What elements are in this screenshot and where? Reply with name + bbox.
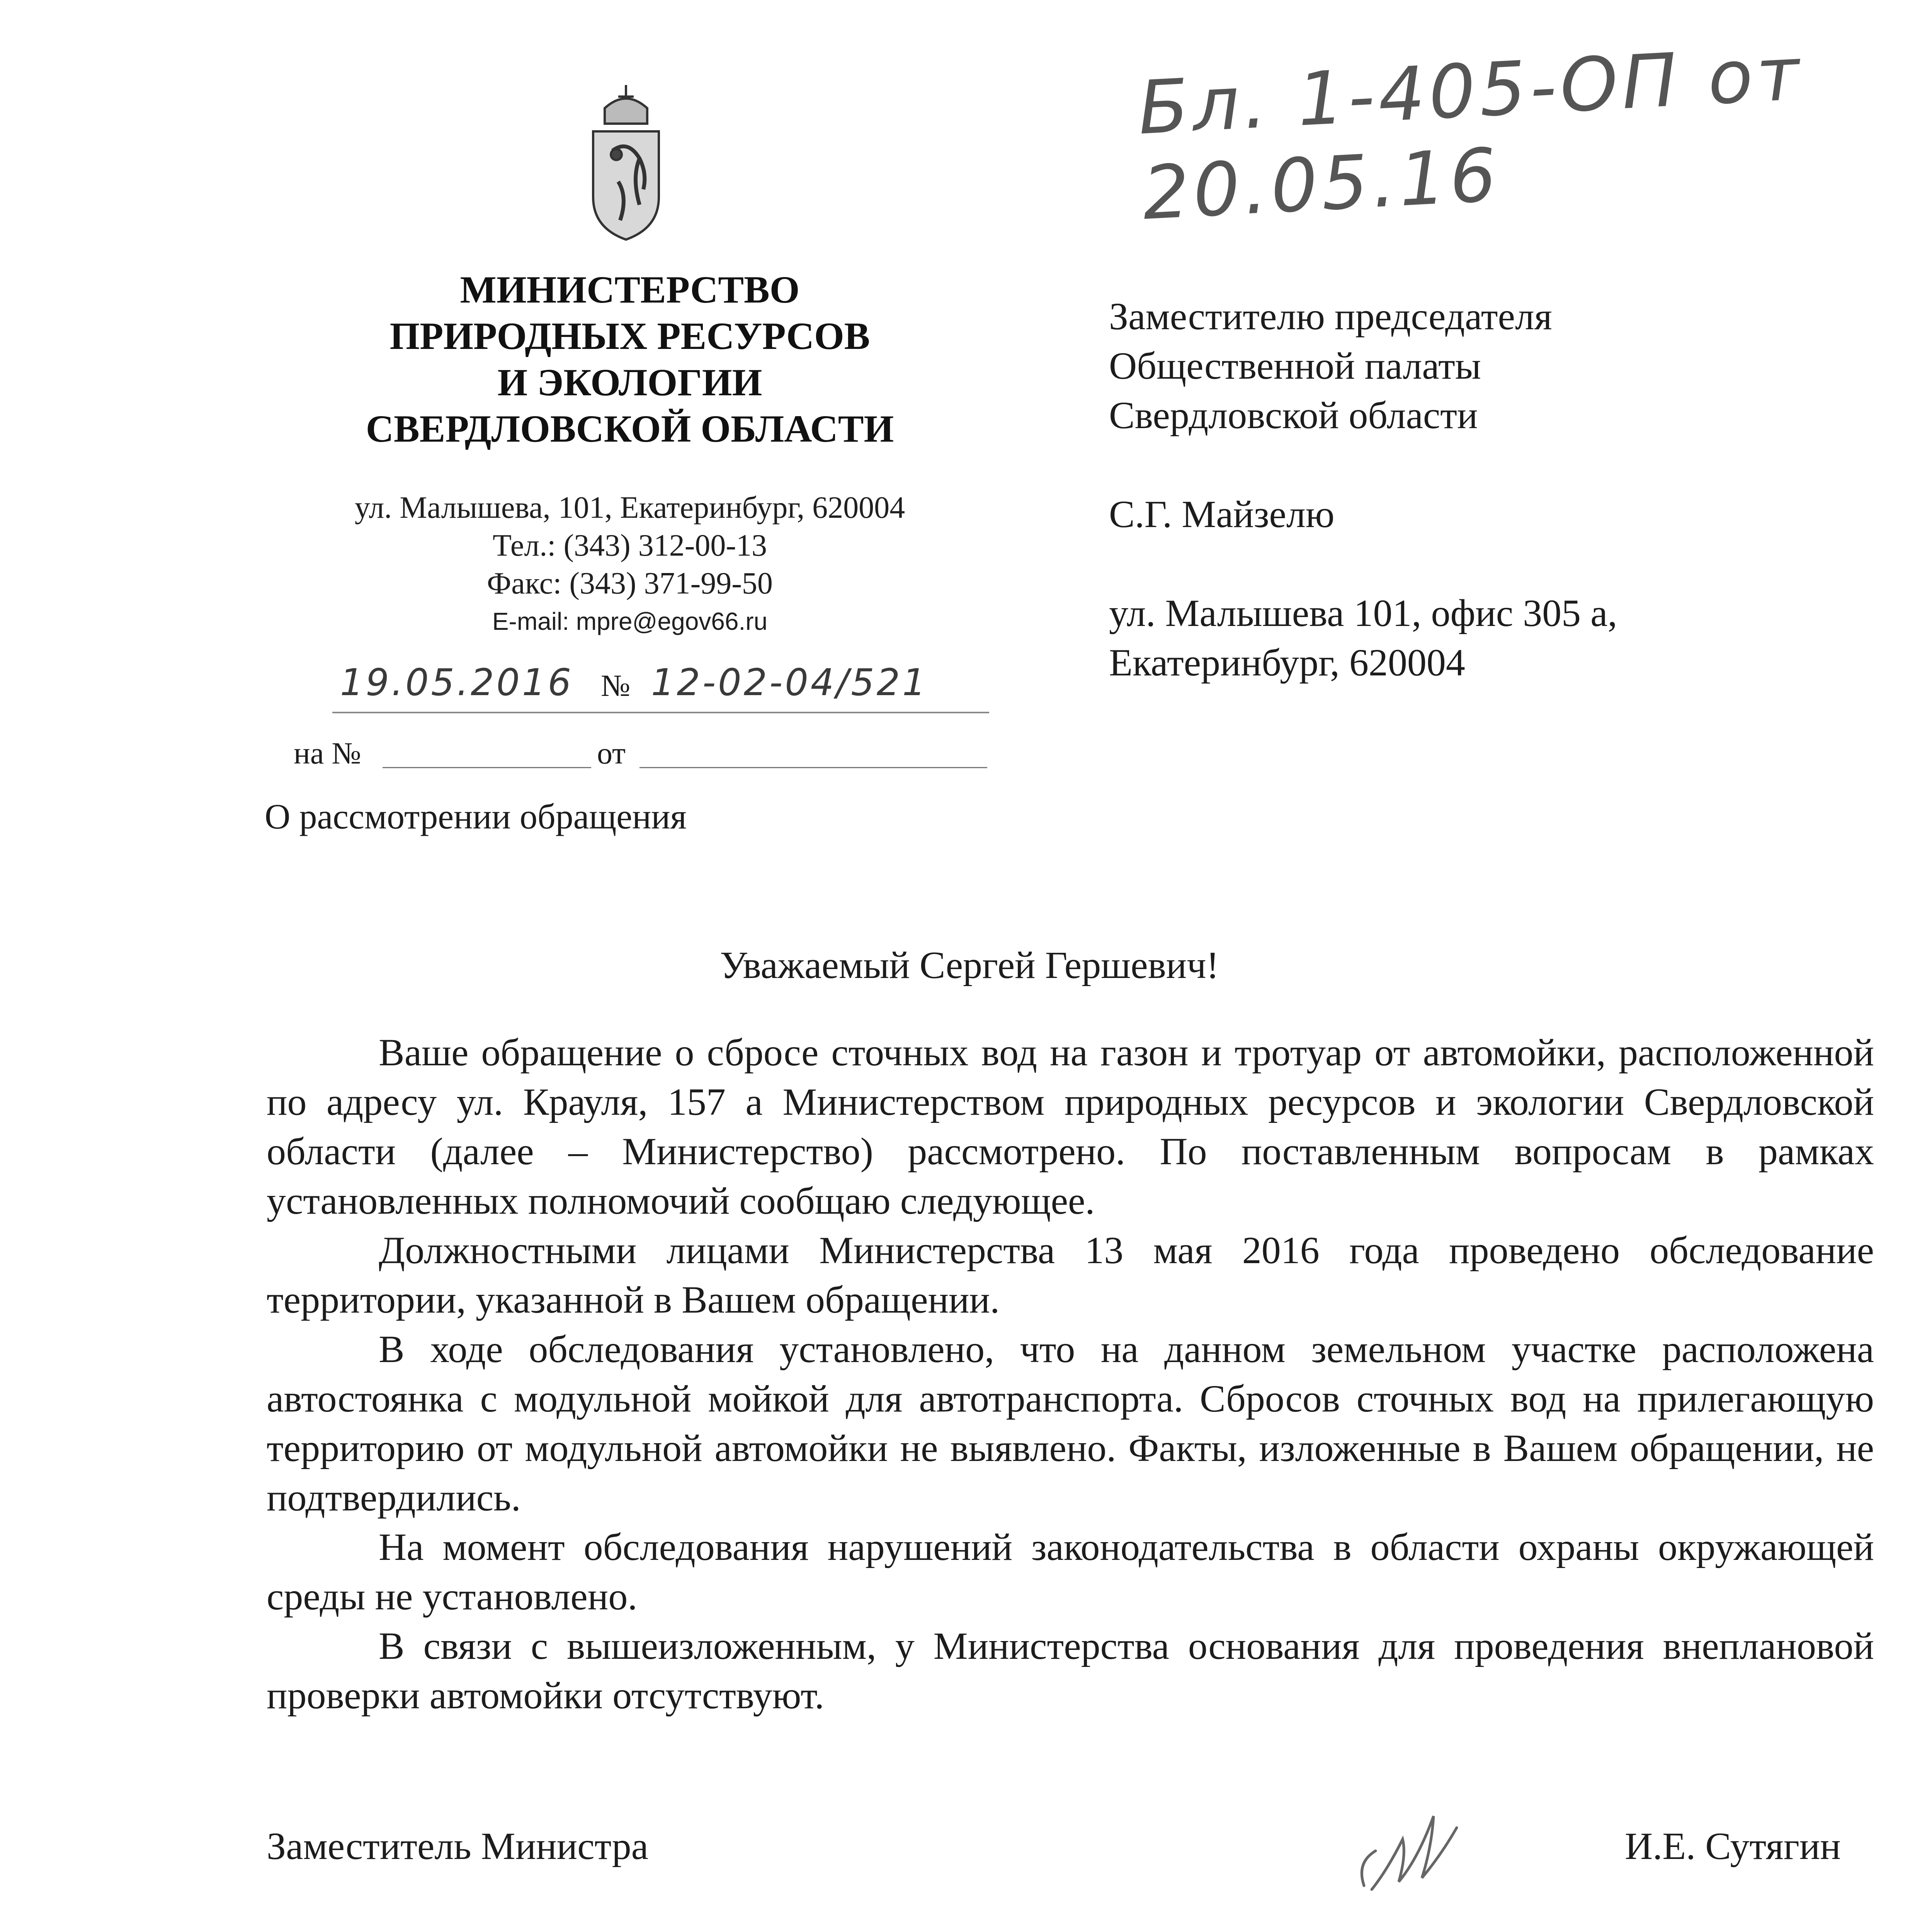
- handwritten-reference: Бл. 1-405-ОП от 20.05.16: [1136, 31, 1806, 236]
- ref-number-line: [383, 767, 591, 768]
- addressee-address-line: Екатеринбург, 620004: [1109, 641, 1465, 684]
- ministry-name: [301, 267, 958, 452]
- letter-subject: О рассмотрении обращения: [265, 797, 687, 836]
- body-paragraph: В связи с вышеизложенным, у Министерства основания для проведения внеплановой проверки автомойки отсутствуют.: [267, 1624, 1874, 1717]
- signature-mark: [1341, 1793, 1495, 1909]
- greeting: Уважаемый Сергей Гершевич!: [720, 944, 1219, 986]
- ministry-email: E-mail: mpre@egov66.ru: [492, 607, 768, 635]
- addressee-address-line: ул. Малышева 101, офис 305 а,: [1109, 592, 1617, 634]
- addressee-name: С.Г. Майзелю: [1109, 493, 1335, 536]
- registration-number: 12-02-04/521: [651, 662, 928, 704]
- ministry-phone: Тел.: (343) 312-00-13: [492, 529, 767, 563]
- ministry-address: ул. Малышева, 101, Екатеринбург, 620004: [354, 491, 905, 525]
- ref-number-label: на №: [294, 736, 361, 770]
- signatory-position: Заместитель Министра: [267, 1825, 648, 1867]
- ref-date-line: [639, 767, 987, 768]
- addressee-line: Заместителю председателя: [1109, 295, 1552, 338]
- signatory-name: И.Е. Сутягин: [1625, 1825, 1841, 1867]
- registration-number-label: №: [601, 669, 631, 703]
- coat-of-arms-icon: [582, 81, 670, 243]
- ministry-fax: Факс: (343) 371-99-50: [487, 566, 773, 600]
- registration-date: 19.05.2016: [340, 662, 573, 704]
- ministry-name-line: И ЭКОЛОГИИ: [497, 361, 762, 404]
- ministry-name-line: СВЕРДЛОВСКОЙ ОБЛАСТИ: [366, 407, 894, 450]
- addressee-line: Свердловской области: [1109, 394, 1478, 437]
- ministry-contacts: [294, 489, 966, 640]
- body-paragraph: В ходе обследования установлено, что на данном земельном участке расположена автостоянка с модульной мойкой для автотранспорта. Сбросов сточных вод на прилегающую территорию от модульной автомойки не выявлено. Факты, изложенные в Вашем обращении, не подтвердились.: [267, 1328, 1874, 1519]
- letter-body: [267, 1028, 1874, 1720]
- body-paragraph: На момент обследования нарушений законодательства в области охраны окружающей среды не установлено.: [267, 1526, 1874, 1618]
- ref-from-label: от: [597, 736, 626, 770]
- body-paragraph: Ваше обращение о сбросе сточных вод на газон и тротуар от автомойки, расположенной по адресу ул. Крауля, 157 а Министерством природных ресурсов и экологии Свердловской области (далее – Министерство) рассмотрено. По поставленным вопросам в рамках установленных полномочий сообщаю следующее.: [267, 1031, 1874, 1222]
- addressee-line: Общественной палаты: [1109, 344, 1481, 387]
- ministry-name-line: МИНИСТЕРСТВО: [460, 268, 800, 311]
- addressee-block: [1109, 292, 1617, 687]
- ministry-name-line: ПРИРОДНЫХ РЕСУРСОВ: [389, 315, 870, 357]
- registration-underline: [332, 712, 989, 713]
- body-paragraph: Должностными лицами Министерства 13 мая 2016 года проведено обследование территории, указанной в Вашем обращении.: [267, 1229, 1874, 1321]
